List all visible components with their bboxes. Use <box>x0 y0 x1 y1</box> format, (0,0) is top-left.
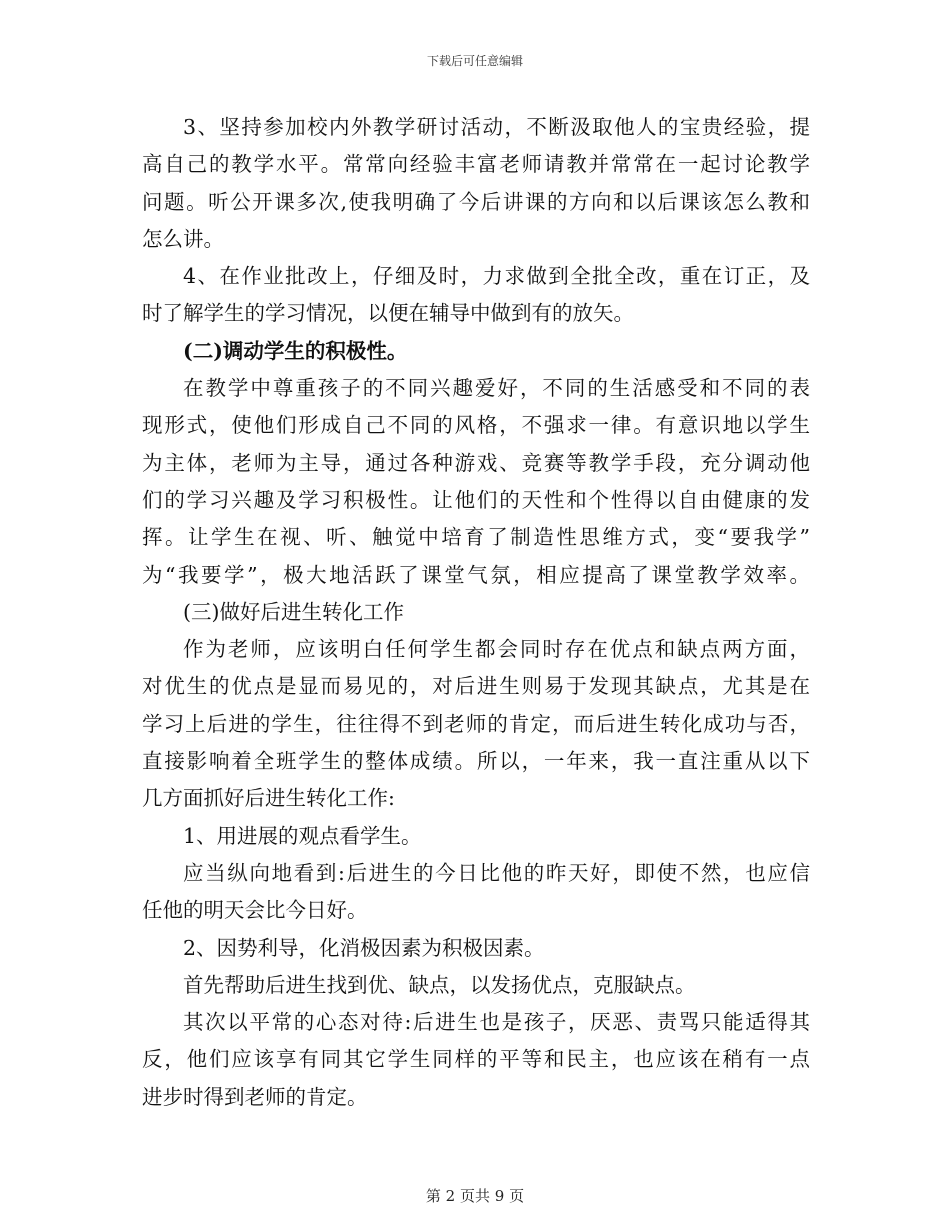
page-header: 下载后可任意编辑 <box>426 54 523 68</box>
text-line: 进步时得到老师的肯定。 <box>142 1084 368 1109</box>
text-line: 为“我要学”，极大地活跃了课堂气氛，相应提高了课堂教学效率。 <box>142 562 810 587</box>
text-line: 直接影响着全班学生的整体成绩。所以，一年来，我一直注重从以下 <box>142 749 810 774</box>
text-line: 作为老师，应该明白任何学生都会同时存在优点和缺点两方面， <box>183 637 810 662</box>
text-line: 4、在作业批改上，仔细及时，力求做到全批全改，重在订正，及 <box>183 264 810 289</box>
text-line: 反，他们应该享有同其它学生同样的平等和民主，也应该在稍有一点 <box>142 1047 810 1072</box>
text-line: 几方面抓好后进生转化工作: <box>142 786 395 811</box>
text-line: 们的学习兴趣及学习积极性。让他们的天性和个性得以自由健康的发 <box>142 487 810 512</box>
text-line: 时了解学生的学习情况，以便在辅导中做到有的放矢。 <box>142 301 634 326</box>
text-line: 现形式，使他们形成自己不同的风格，不强求一律。有意识地以学生 <box>142 413 810 438</box>
text-line: 高自己的教学水平。常常向经验丰富老师请教并常常在一起讨论教学 <box>142 152 810 177</box>
text-line: 应当纵向地看到:后进生的今日比他的昨天好，即使不然，也应信 <box>183 860 810 885</box>
text-line: 其次以平常的心态对待:后进生也是孩子，厌恶、责骂只能适得其 <box>183 1010 810 1035</box>
text-line: 怎么讲。 <box>142 226 224 251</box>
text-line: 2、因势利导，化消极因素为积极因素。 <box>183 935 545 960</box>
text-line: 学习上后进的学生，往往得不到老师的肯定，而后进生转化成功与否， <box>142 711 810 736</box>
text-line: 任他的明天会比今日好。 <box>142 898 368 923</box>
text-line: 挥。让学生在视、听、触觉中培育了制造性思维方式，变“要我学” <box>142 525 810 550</box>
text-line: 首先帮助后进生找到优、缺点，以发扬优点，克服缺点。 <box>183 972 696 997</box>
page-footer: 第 2 页共 9 页 <box>425 1187 525 1205</box>
text-line: 3、坚持参加校内外教学研讨活动，不断汲取他人的宝贵经验，提 <box>183 115 810 139</box>
text-line: 为主体，老师为主导，通过各种游戏、竞赛等教学手段，充分调动他 <box>142 450 810 475</box>
section-heading: (二)调动学生的积极性。 <box>183 338 408 363</box>
text-line: 问题。听公开课多次,使我明确了今后讲课的方向和以后课该怎么教和 <box>142 189 810 214</box>
text-line: (三)做好后进生转化工作 <box>183 599 404 624</box>
text-line: 1、用进展的观点看学生。 <box>183 823 422 848</box>
text-line: 在教学中尊重孩子的不同兴趣爱好，不同的生活感受和不同的表 <box>183 376 810 401</box>
text-line: 对优生的优点是显而易见的，对后进生则易于发现其缺点，尤其是在 <box>142 674 810 699</box>
body-text <box>142 109 810 1116</box>
